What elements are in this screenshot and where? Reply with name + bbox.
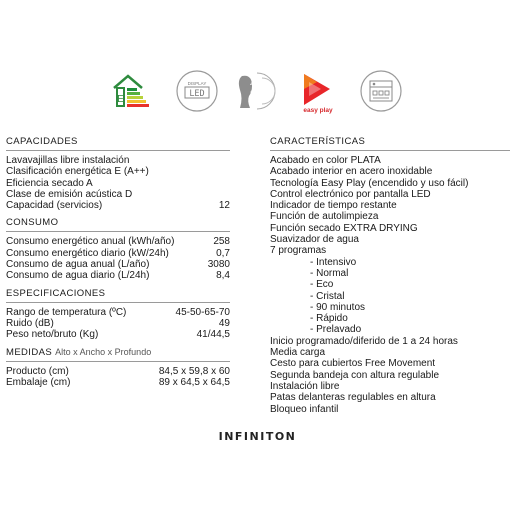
svg-text:dB: dB <box>250 90 258 96</box>
capacidades-title: CAPACIDADES <box>6 136 230 151</box>
feature-item: Instalación libre <box>270 380 340 392</box>
spec-label: Rango de temperatura (ºC) <box>6 306 127 318</box>
spec-row <box>6 318 230 329</box>
caracteristicas-list <box>270 155 510 257</box>
feature-icons <box>108 68 408 114</box>
feature-item: Cesto para cubiertos Free Movement <box>270 358 436 370</box>
spec-row <box>6 189 230 200</box>
program-item: - 90 minutos <box>310 301 366 313</box>
svg-text:E: E <box>117 94 124 105</box>
spec-value: 3080 <box>207 259 230 271</box>
spec-label: Consumo de agua anual (L/año) <box>6 259 150 271</box>
program-item: - Cristal <box>310 290 345 302</box>
feature-item: Función secado EXTRA DRYING <box>270 222 418 234</box>
spec-row <box>6 200 230 211</box>
spec-label: Clase de emisión acústica D <box>6 188 133 200</box>
feature-item: Suavizador de agua <box>270 234 359 246</box>
spec-row <box>6 270 230 281</box>
caracteristicas-title: CARACTERÍSTICAS <box>270 136 510 151</box>
feature-item: Función de autolimpieza <box>270 211 379 223</box>
feature-item: Patas delanteras regulables en altura <box>270 392 436 404</box>
program-item: - Rápido <box>310 313 348 325</box>
spec-label: Consumo energético anual (kWh/año) <box>6 236 175 248</box>
spec-label: Embalaje (cm) <box>6 376 71 388</box>
svg-text:DISPLAY: DISPLAY <box>187 81 207 86</box>
spec-row <box>6 155 230 166</box>
medidas-list <box>6 366 230 389</box>
feature-item: Media carga <box>270 347 326 359</box>
consumo-list <box>6 236 230 281</box>
spec-row <box>6 166 230 177</box>
feature-item: Segunda bandeja con altura regulable <box>270 369 440 381</box>
brand-logo: INFINITON <box>218 430 297 443</box>
spec-value: 45-50-65-70 <box>175 306 230 318</box>
especificaciones-title: ESPECIFICACIONES <box>6 288 230 303</box>
spec-label: Ruido (dB) <box>6 317 54 329</box>
spec-value: 0,7 <box>216 247 230 259</box>
consumo-title: CONSUMO <box>6 217 230 232</box>
noise-level-icon <box>232 68 278 114</box>
feature-item: Bloqueo infantil <box>270 403 339 415</box>
program-item: - Normal <box>310 267 349 279</box>
spec-value: 258 <box>213 236 230 248</box>
right-column <box>270 136 510 415</box>
spec-label: Consumo energético diario (kW/24h) <box>6 247 169 259</box>
svg-text:easy play: easy play <box>303 107 333 114</box>
left-column <box>6 136 230 388</box>
spec-row <box>6 236 230 247</box>
program-item: - Eco <box>310 279 334 291</box>
spec-label: Eficiencia secado A <box>6 177 93 189</box>
feature-item: Indicador de tiempo restante <box>270 200 397 212</box>
medidas-title <box>6 347 230 362</box>
feature-item: Control electrónico por pantalla LED <box>270 188 431 200</box>
control-panel-icon <box>358 68 404 114</box>
svg-text:LED: LED <box>189 89 205 99</box>
caracteristicas-list-extra <box>270 336 510 415</box>
spec-row <box>6 307 230 318</box>
program-item: - Intensivo <box>310 256 357 268</box>
feature-item: Acabado en color PLATA <box>270 155 381 166</box>
spec-value: 49 <box>218 317 230 329</box>
spec-row <box>6 248 230 259</box>
led-display-icon <box>174 68 220 114</box>
spec-label: Producto (cm) <box>6 365 69 377</box>
spec-value: 12 <box>218 200 230 212</box>
feature-item: 7 programas <box>270 245 327 257</box>
spec-label: Lavavajillas libre instalación <box>6 155 130 166</box>
spec-value: 89 x 64,5 x 64,5 <box>158 376 230 388</box>
spec-value: 8,4 <box>216 270 230 282</box>
spec-row <box>6 259 230 270</box>
especificaciones-list <box>6 307 230 341</box>
spec-value: 41/44,5 <box>196 329 230 341</box>
feature-item: Acabado interior en acero inoxidable <box>270 166 433 178</box>
feature-item: Inicio programado/diferido de 1 a 24 horas <box>270 335 458 347</box>
spec-label: Consumo de agua diario (L/24h) <box>6 270 150 282</box>
spec-label: Capacidad (servicios) <box>6 200 103 212</box>
medidas-subtitle: Alto x Ancho x Profundo <box>55 346 152 357</box>
spec-row <box>6 377 230 388</box>
feature-item: Tecnología Easy Play (encendido y uso fácil) <box>270 177 469 189</box>
capacidades-list <box>6 155 230 211</box>
medidas-title-label: MEDIDAS <box>6 346 53 358</box>
programas-list <box>270 257 510 336</box>
spec-label: Peso neto/bruto (Kg) <box>6 329 99 341</box>
svg-text:49: 49 <box>250 81 258 88</box>
energy-class-icon <box>108 68 154 114</box>
program-item: - Prelavado <box>310 324 362 336</box>
spec-value: 84,5 x 59,8 x 60 <box>158 365 230 377</box>
spec-row <box>6 329 230 340</box>
spec-label: Clasificación energética E (A++) <box>6 166 149 178</box>
spec-row <box>6 366 230 377</box>
spec-row <box>6 178 230 189</box>
easy-play-icon <box>293 68 339 114</box>
